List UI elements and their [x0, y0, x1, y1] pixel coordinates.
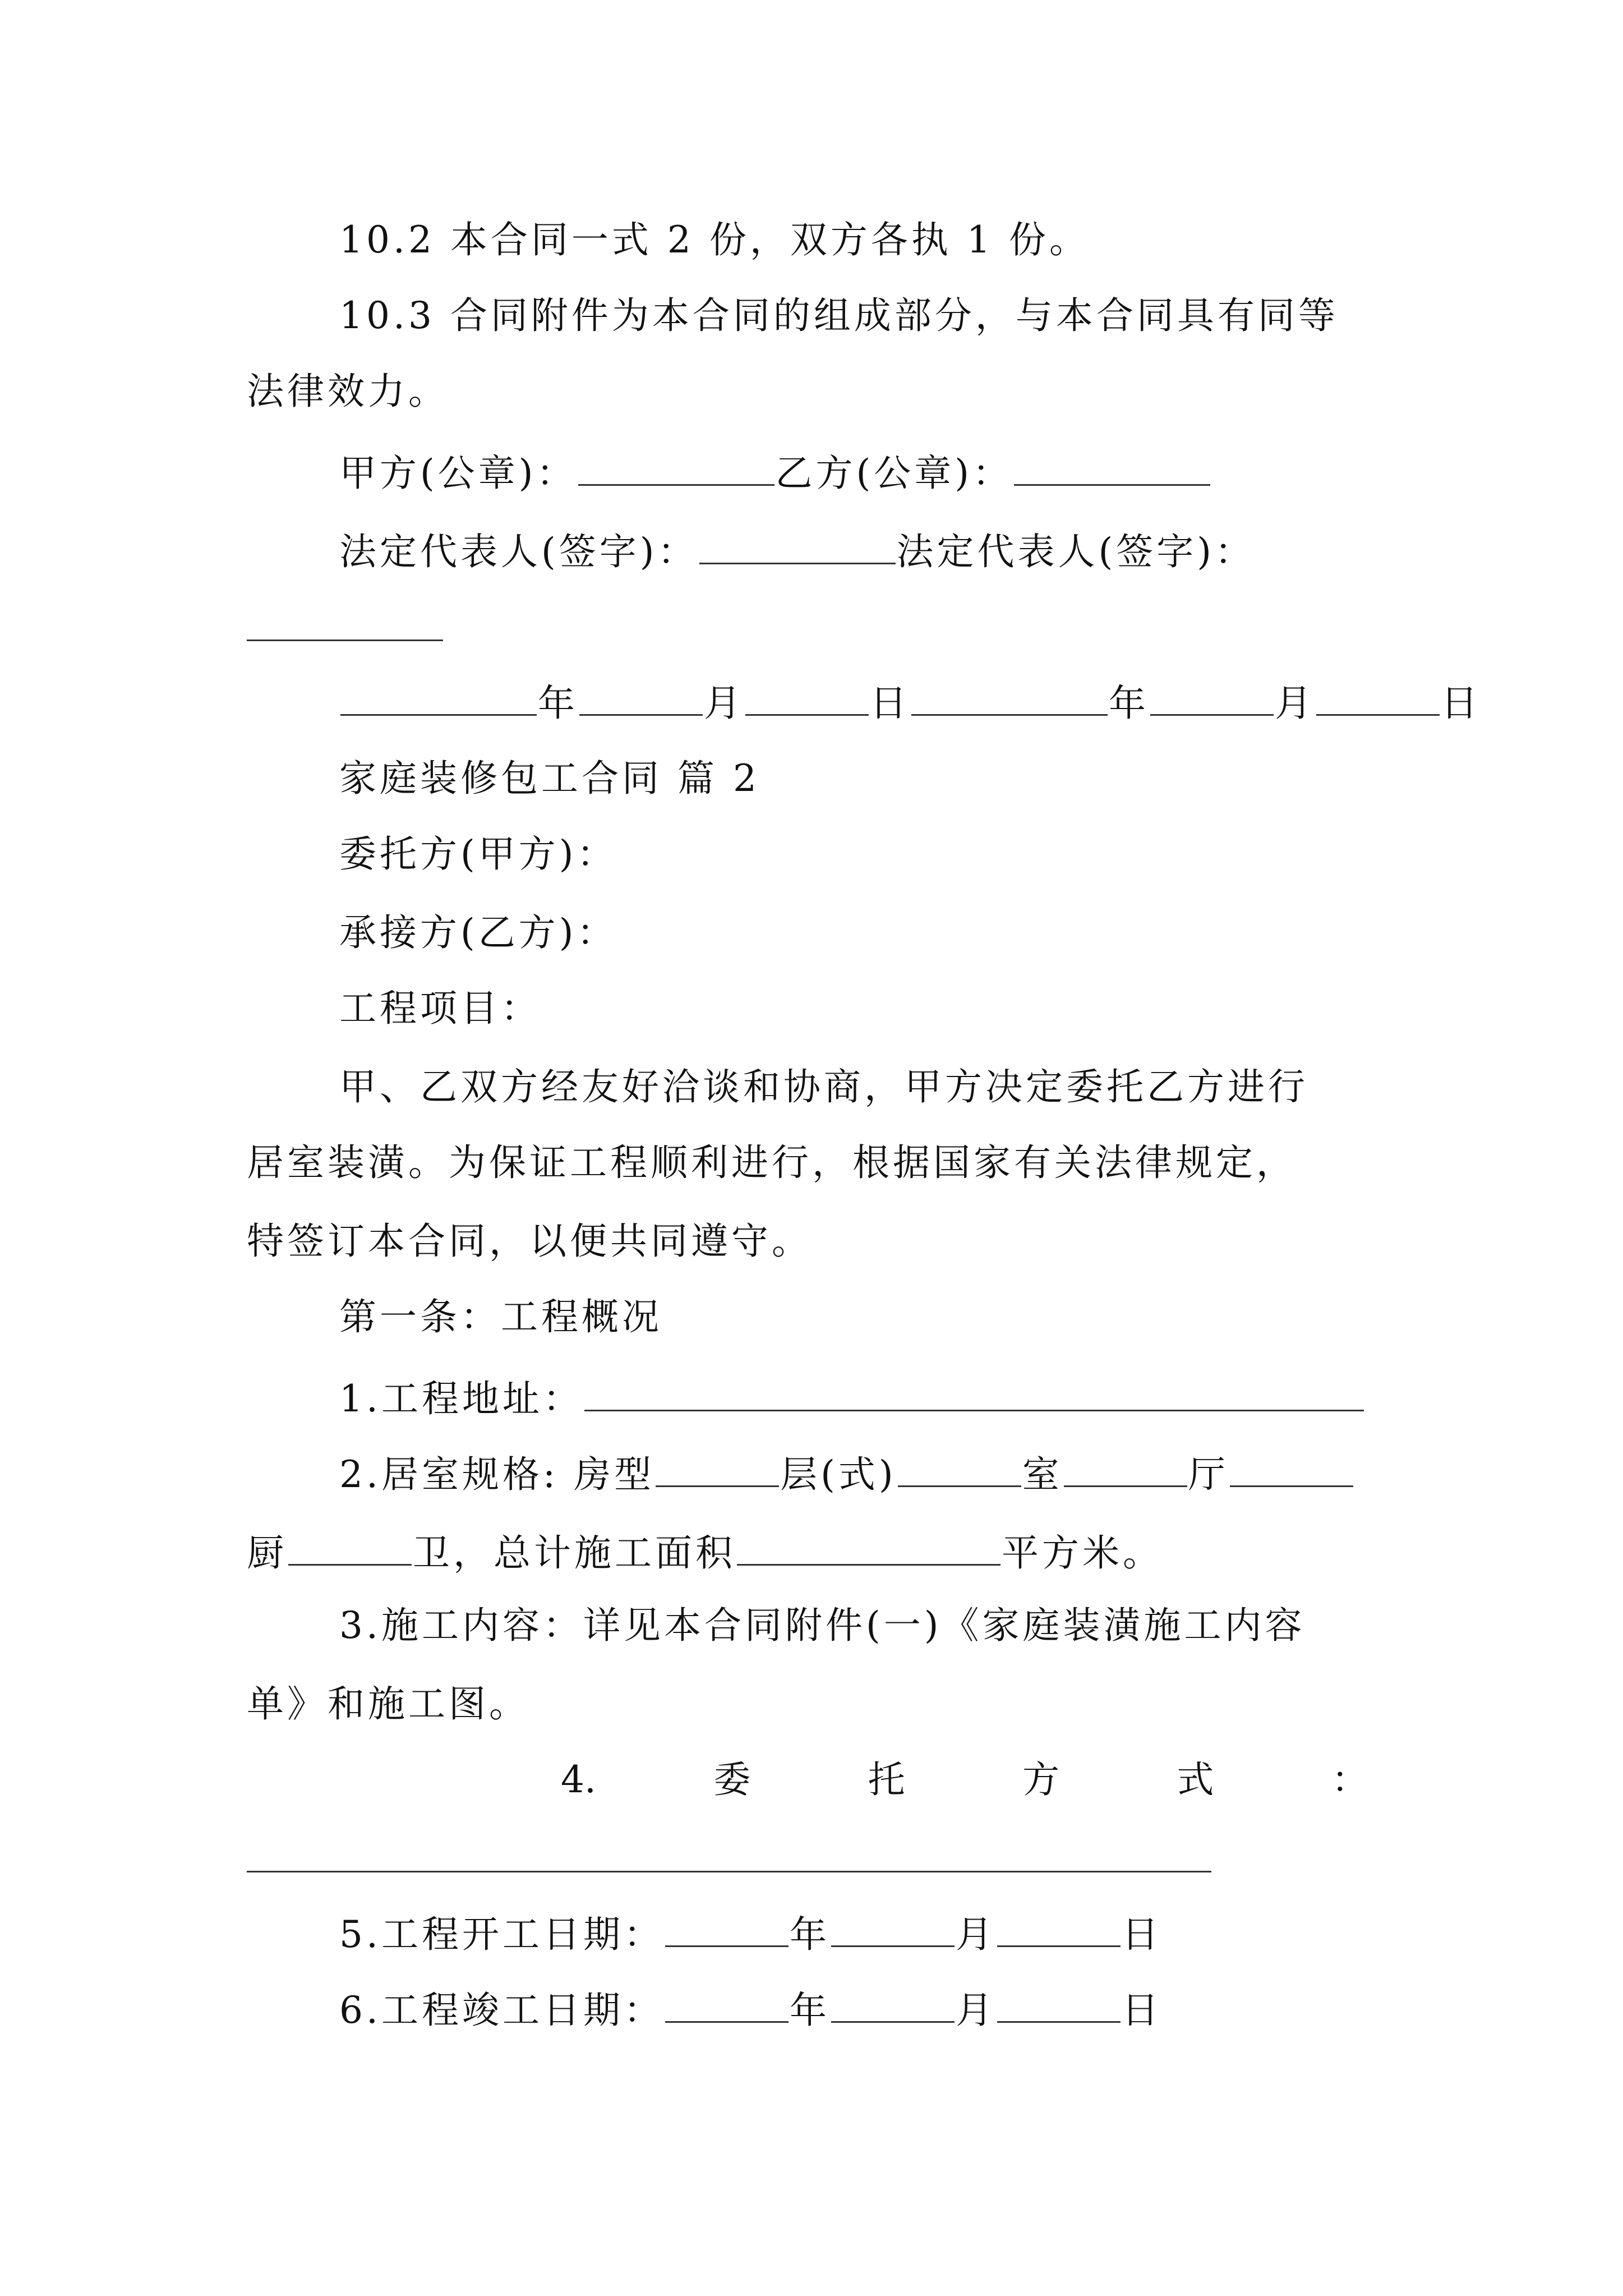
start-year-blank	[665, 1913, 789, 1947]
content-line2: 单》和施工图。	[247, 1682, 529, 1726]
party-a-seal-label: 甲方(公章)：	[339, 452, 577, 495]
kitchen-label: 厨	[247, 1531, 287, 1575]
entrust-char-2: 托	[868, 1758, 905, 1801]
party-b-rep-label: 法定代表人(签字)：	[896, 530, 1255, 573]
party-a-seal-blank	[578, 452, 774, 486]
party-b-seal-blank	[1014, 452, 1210, 486]
entrust-char-1: 委	[713, 1758, 751, 1801]
content-line1: 3.施工内容：详见本合同附件(一)《家庭装潢施工内容	[339, 1604, 1306, 1647]
finish-date-label: 6.工程竣工日期：	[339, 1989, 664, 2032]
floor-blank	[656, 1453, 779, 1487]
month-label: 月	[704, 682, 744, 725]
intro-line1: 甲、乙双方经友好洽谈和协商，甲方决定委托乙方进行	[339, 1065, 1308, 1108]
entrust-char-4: 式	[1177, 1758, 1214, 1801]
clause-10-3-line2: 法律效力。	[247, 370, 449, 413]
floor-label: 层(式)	[780, 1453, 897, 1496]
intro-line3: 特签订本合同，以便共同遵守。	[247, 1220, 812, 1263]
hall-blank	[1064, 1453, 1187, 1487]
seal-line	[339, 452, 1483, 495]
clause-10-2: 10.2 本合同一式 2 份，双方各执 1 份。	[339, 218, 1090, 261]
address-blank	[584, 1377, 1364, 1411]
day-label: 日	[1121, 1989, 1162, 2032]
entrust-char-3: 方	[1022, 1758, 1060, 1801]
month-label: 月	[1275, 682, 1315, 725]
bath-blank	[288, 1531, 412, 1566]
party-a-month-blank	[579, 682, 703, 716]
party-b-year-blank	[911, 682, 1108, 716]
year-label: 年	[789, 1989, 830, 2032]
year-label: 年	[789, 1913, 830, 1956]
client-label: 委托方(甲方)：	[339, 832, 617, 876]
start-day-blank	[997, 1913, 1121, 1947]
article-1-heading: 第一条：工程概况	[339, 1295, 662, 1338]
finish-date-line	[339, 1989, 1483, 2032]
room-label: 室	[1022, 1453, 1063, 1496]
party-a-rep-label: 法定代表人(签字)：	[339, 530, 698, 573]
finish-month-blank	[831, 1989, 955, 2023]
project-label: 工程项目：	[339, 987, 541, 1030]
area-unit: 平方米。	[1002, 1531, 1163, 1575]
entrust-method-line	[561, 1758, 1368, 1801]
month-label: 月	[955, 1989, 996, 2032]
year-label: 年	[1109, 682, 1149, 725]
party-a-day-blank	[745, 682, 869, 716]
area-blank	[737, 1531, 1000, 1566]
address-line	[339, 1377, 1483, 1418]
entrust-method-blank	[247, 1871, 1211, 1872]
party-b-rep-blank	[247, 639, 443, 641]
start-date-line	[339, 1913, 1483, 1956]
room-spec-line2	[247, 1531, 1391, 1575]
month-label: 月	[955, 1913, 996, 1956]
section-heading: 家庭装修包工合同 篇 2	[339, 757, 760, 800]
party-b-month-blank	[1150, 682, 1274, 716]
day-label: 日	[1441, 682, 1481, 725]
kitchen-blank	[1230, 1453, 1353, 1487]
finish-year-blank	[665, 1989, 789, 2023]
date-line	[339, 682, 1483, 725]
day-label: 日	[870, 682, 910, 725]
room-blank	[898, 1453, 1021, 1487]
intro-line2: 居室装潢。为保证工程顺利进行，根据国家有关法律规定，	[247, 1141, 1297, 1184]
party-b-day-blank	[1316, 682, 1440, 716]
party-b-seal-label: 乙方(公章)：	[775, 452, 1013, 495]
clause-10-3-line1: 10.3 合同附件为本合同的组成部分，与本合同具有同等	[339, 294, 1339, 337]
address-label: 1.工程地址：	[339, 1377, 583, 1420]
hall-label: 厅	[1188, 1453, 1229, 1496]
year-label: 年	[538, 682, 578, 725]
party-a-rep-blank	[699, 530, 896, 564]
entrust-number: 4.	[561, 1758, 596, 1801]
party-a-year-blank	[340, 682, 537, 716]
room-spec-line	[339, 1453, 1483, 1496]
room-type-label: 2.居室规格: 房型	[339, 1453, 655, 1496]
start-month-blank	[831, 1913, 955, 1947]
finish-day-blank	[997, 1989, 1121, 2023]
day-label: 日	[1121, 1913, 1162, 1956]
signature-line	[339, 530, 1483, 573]
start-date-label: 5.工程开工日期：	[339, 1913, 664, 1956]
entrust-colon: ：	[1331, 1758, 1368, 1801]
contractor-label: 承接方(乙方)：	[339, 911, 617, 954]
area-label: 卫，总计施工面积	[413, 1531, 736, 1575]
